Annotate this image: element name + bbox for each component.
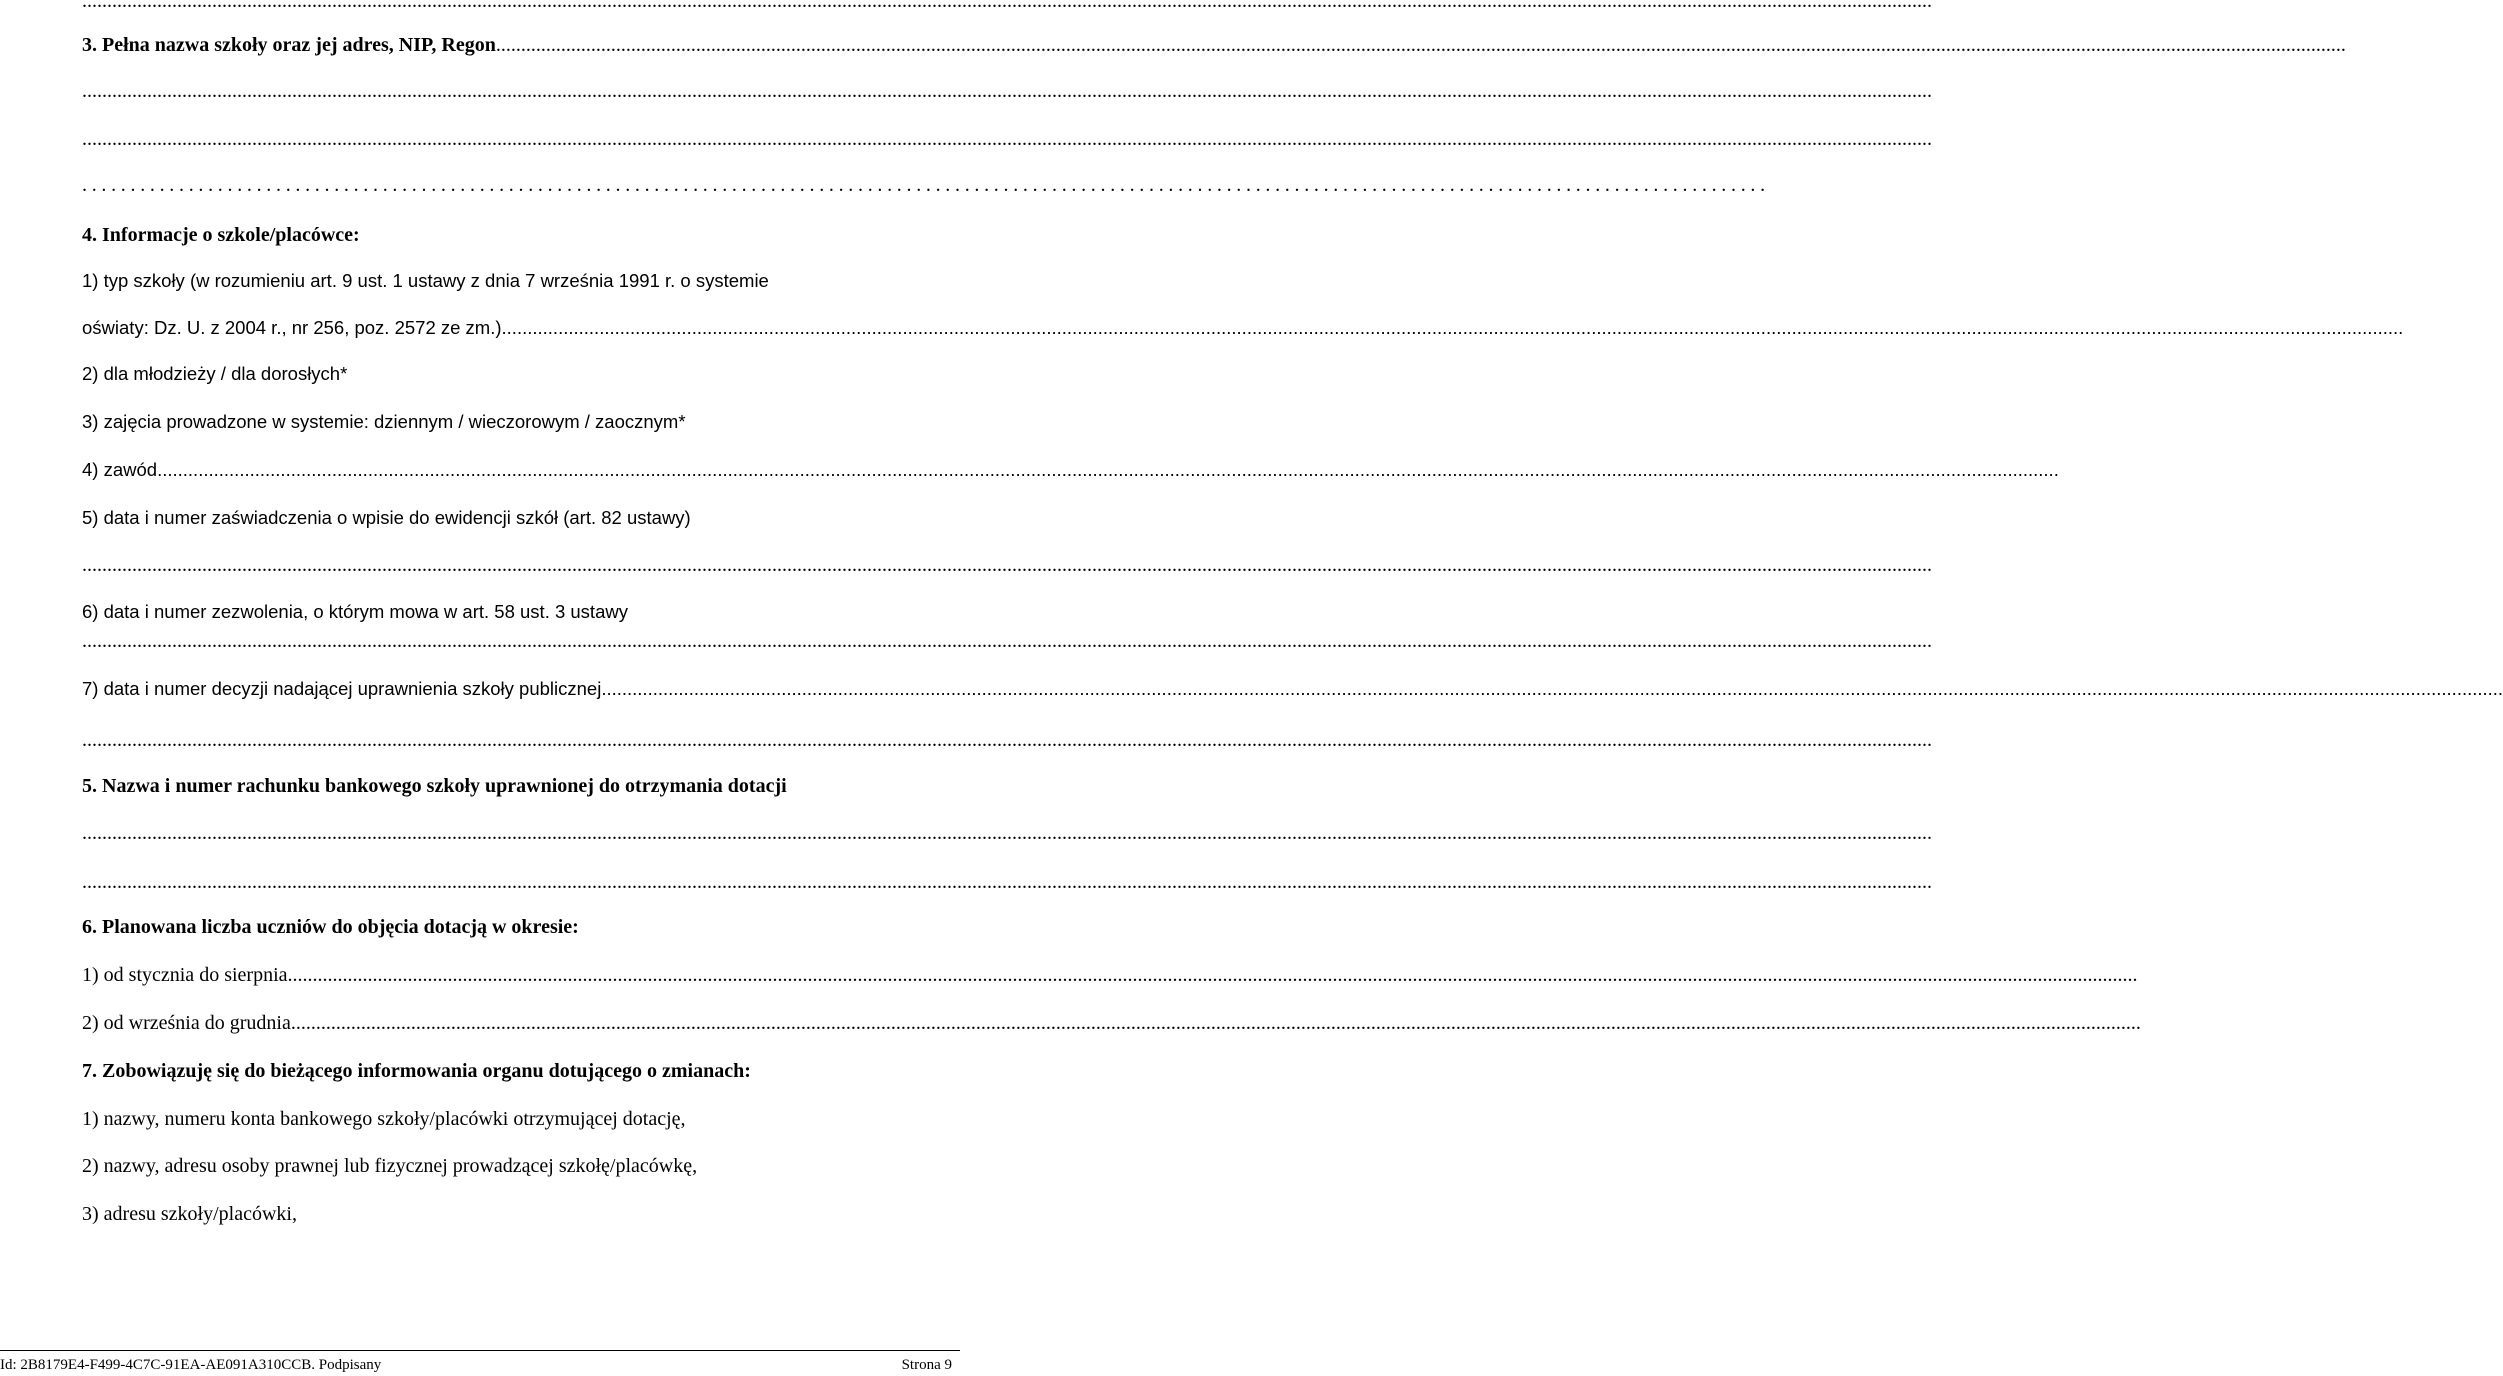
fill-dots: .................................................................................................................................................................................................................................................................................................................................................................................. [157,459,2059,480]
section-4-item-7-row [82,676,2503,702]
section-6-item-1-row [82,962,2138,988]
section-4-item-2: 2) dla młodzieży / dla dorosłych* [82,363,348,384]
section-3-title-row [82,32,2346,58]
section-5-title: 5. Nazwa i numer rachunku bankowego szkoły uprawnionej do otrzymania dotacji [82,775,787,797]
section-7-item-3: 3) adresu szkoły/placówki, [82,1203,297,1225]
section-4-item-1-line-2: oświaty: Dz. U. z 2004 r., nr 256, poz. 2572 ze zm.) [82,317,502,338]
section-6-item-2: 2) od września do grudnia [82,1012,291,1034]
blank-line-spaced: .............................................................................................................................................................................. [82,174,1770,196]
fill-dots: .................................................................................................................................................................................................................................................................................................................................................................................. [601,678,2503,699]
section-4-item-4: 4) zawód [82,459,158,480]
section-7-item-1: 1) nazwy, numeru konta bankowego szkoły/placówki otrzymującej dotację, [82,1108,686,1130]
section-6-item-1: 1) od stycznia do sierpnia [82,964,288,986]
blank-line: .................................................................................................................................................................................................................................................................................................................................................................................. [82,128,1932,150]
blank-line: .................................................................................................................................................................................................................................................................................................................................................................................. [82,630,1932,652]
section-7-title: 7. Zobowiązuję się do bieżącego informowania organu dotującego o zmianach: [82,1060,751,1082]
blank-line: .................................................................................................................................................................................................................................................................................................................................................................................. [82,822,1932,844]
fill-dots: .................................................................................................................................................................................................................................................................................................................................................................................. [501,317,2404,338]
blank-line: .................................................................................................................................................................................................................................................................................................................................................................................. [82,871,1932,893]
footer-rule [0,1350,960,1351]
fill-dots: .................................................................................................................................................................................................................................................................................................................................................................................. [290,1012,2141,1034]
section-4-item-4-row [82,457,2059,483]
blank-line: .................................................................................................................................................................................................................................................................................................................................................................................. [82,729,1932,751]
section-4-item-5: 5) data i numer zaświadczenia o wpisie do ewidencji szkół (art. 82 ustawy) [82,507,691,528]
section-4-title: 4. Informacje o szkole/placówce: [82,224,360,246]
section-4-item-3: 3) zajęcia prowadzone w systemie: dziennym / wieczorowym / zaocznym* [82,411,686,432]
section-4-item-7: 7) data i numer decyzji nadającej uprawnienia szkoły publicznej [82,678,602,699]
document-id: Id: 2B8179E4-F499-4C7C-91EA-AE091A310CCB. Podpisany [0,1357,382,1373]
page-number: Strona 9 [901,1357,952,1373]
section-3-title: 3. Pełna nazwa szkoły oraz jej adres, NIP, Regon [82,34,496,56]
section-4-item-6: 6) data i numer zezwolenia, o którym mowa w art. 58 ust. 3 ustawy [82,601,628,622]
fill-dots: .................................................................................................................................................................................................................................................................................................................................................................................. [287,964,2138,986]
blank-line: .................................................................................................................................................................................................................................................................................................................................................................................. [82,554,1932,576]
fill-dots: .................................................................................................................................................................................................................................................................................................................................................................................. [495,34,2346,56]
section-6-title: 6. Planowana liczba uczniów do objęcia dotacją w okresie: [82,916,579,938]
section-4-item-1-line-2-row [82,315,2404,341]
continuation-dots: .................................................................................................................................................................................................................................................................................................................................................................................. [82,0,1932,12]
section-7-item-2: 2) nazwy, adresu osoby prawnej lub fizycznej prowadzącej szkołę/placówkę, [82,1155,698,1177]
section-4-item-1-line-1: 1) typ szkoły (w rozumieniu art. 9 ust. 1 ustawy z dnia 7 września 1991 r. o systemie [82,270,769,291]
blank-line: .................................................................................................................................................................................................................................................................................................................................................................................. [82,80,1932,102]
section-6-item-2-row [82,1010,2141,1036]
